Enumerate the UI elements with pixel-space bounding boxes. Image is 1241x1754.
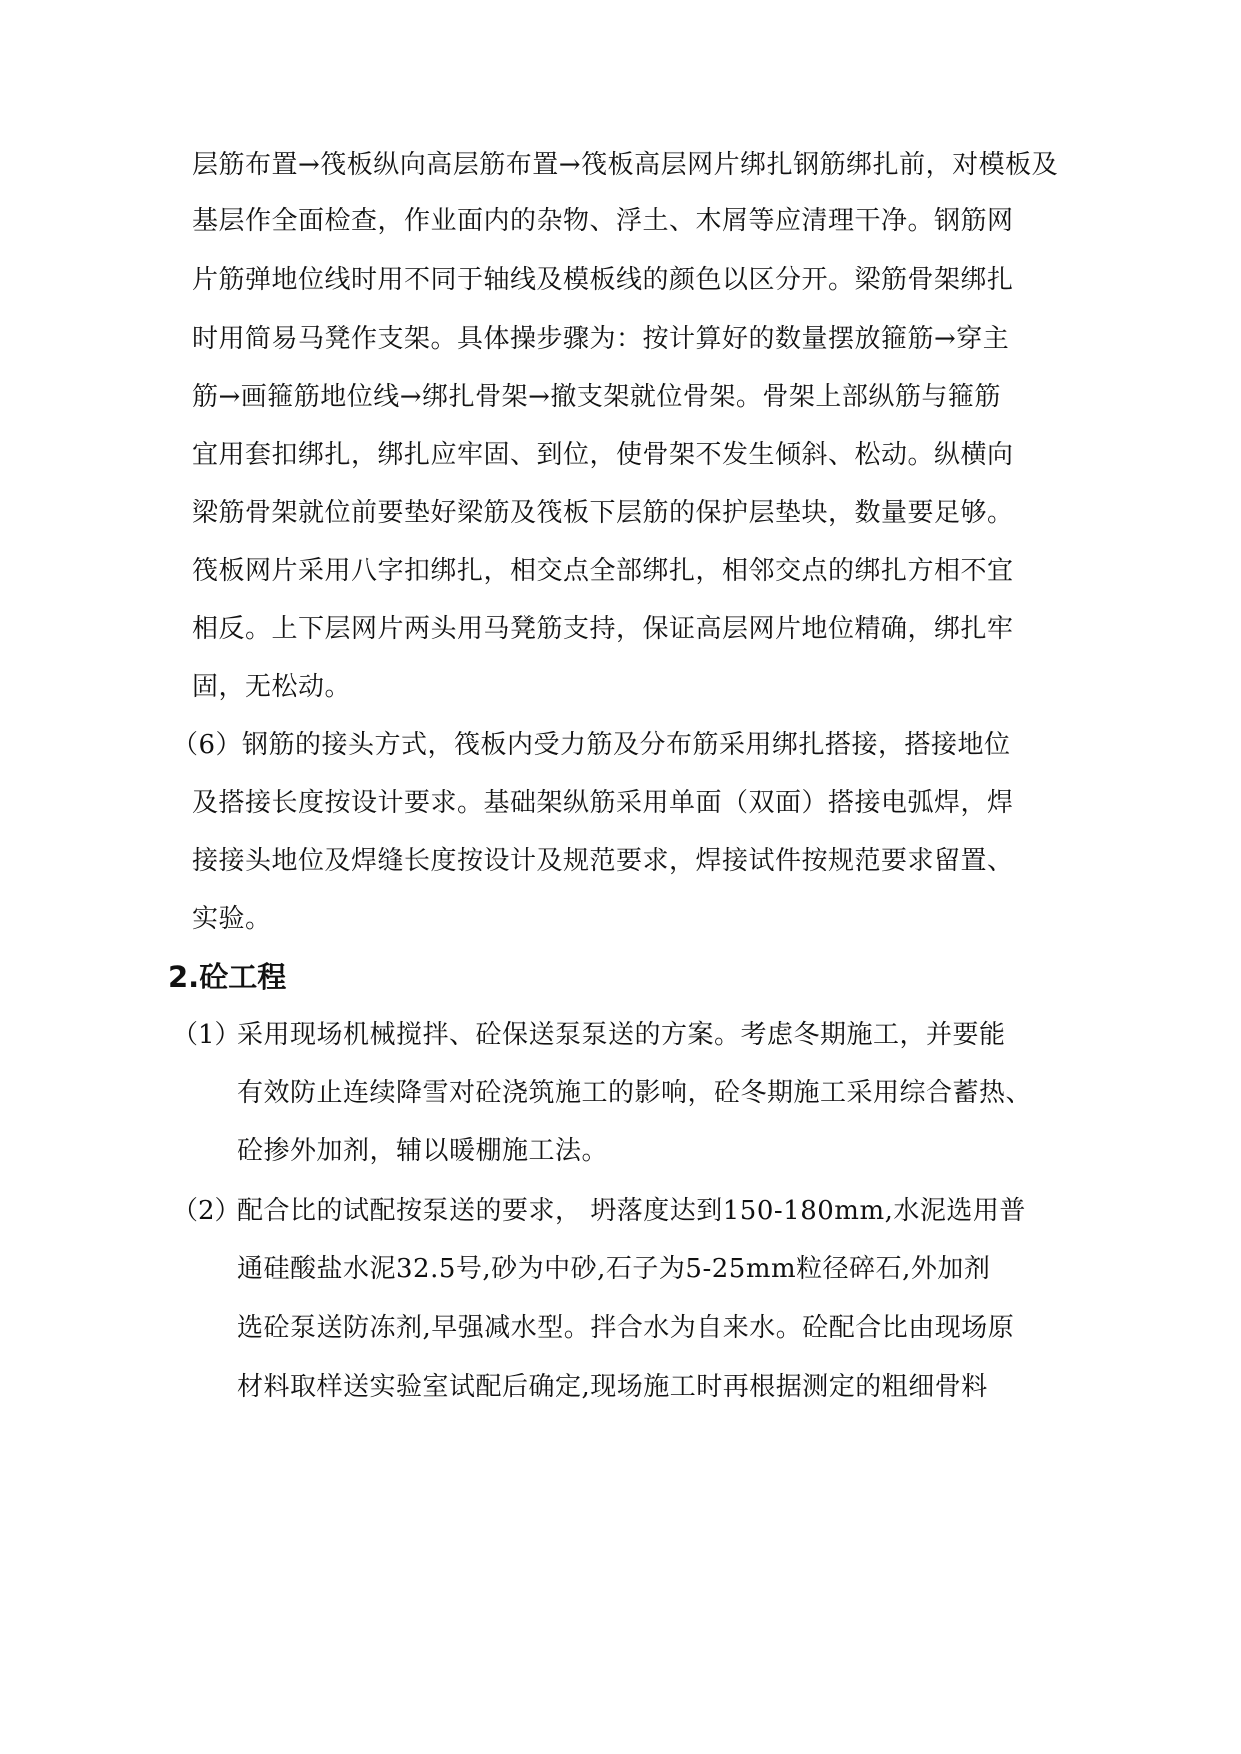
list-item-line: 材料取样送实验室试配后确定,现场施工时再根据测定的粗细骨料 [237, 1372, 988, 1402]
list-item-line: 采用现场机械搅拌、砼保送泵泵送的方案。考虑冬期施工，并要能 [237, 1020, 1006, 1050]
paragraph-line: 层筋布置→筏板纵向高层筋布置→筏板高层网片绑扎钢筋绑扎前，对模板及 [192, 150, 1059, 180]
paragraph-line: 固，无松动。 [192, 672, 352, 702]
section-heading: 2.砼工程 [168, 960, 287, 994]
list-item-line: 通硅酸盐水泥32.5号,砂为中砂,石子为5-25mm粒径碎石,外加剂 [237, 1254, 991, 1284]
paragraph-line: 筋→画箍筋地位线→绑扎骨架→撤支架就位骨架。骨架上部纵筋与箍筋 [192, 382, 1001, 412]
paragraph-line: 时用简易马凳作支架。具体操步骤为：按计算好的数量摆放箍筋→穿主 [192, 324, 1010, 354]
list-item-line: 选砼泵送防冻剂,早强减水型。拌合水为自来水。砼配合比由现场原 [237, 1313, 1015, 1343]
list-item-number: （1） [172, 1020, 241, 1050]
paragraph-line: 片筋弹地位线时用不同于轴线及模板线的颜色以区分开。梁筋骨架绑扎 [192, 265, 1014, 295]
list-item-6-line: 实验。 [192, 904, 272, 934]
list-item-line: 砼掺外加剂，辅以暖棚施工法。 [237, 1136, 609, 1166]
paragraph-line: 相反。上下层网片两头用马凳筋支持，保证高层网片地位精确，绑扎牢 [192, 614, 1014, 644]
paragraph-line: 筏板网片采用八字扣绑扎，相交点全部绑扎，相邻交点的绑扎方相不宜 [192, 556, 1014, 586]
list-item-line: 有效防止连续降雪对砼浇筑施工的影响，砼冬期施工采用综合蓄热、 [237, 1078, 1033, 1108]
paragraph-line: 宜用套扣绑扎，绑扎应牢固、到位，使骨架不发生倾斜、松动。纵横向 [192, 440, 1014, 470]
paragraph-line: 梁筋骨架就位前要垫好梁筋及筏板下层筋的保护层垫块，数量要足够。 [192, 498, 1014, 528]
list-item-6-line: （6）钢筋的接头方式，筏板内受力筋及分布筋采用绑扎搭接，搭接地位 [172, 730, 1011, 760]
list-item-6-line: 接接头地位及焊缝长度按设计及规范要求，焊接试件按规范要求留置、 [192, 846, 1014, 876]
list-item-6-line: 及搭接长度按设计要求。基础架纵筋采用单面（双面）搭接电弧焊，焊 [192, 788, 1014, 818]
list-item-line: 配合比的试配按泵送的要求， 坍落度达到150-180mm,水泥选用普 [237, 1196, 1026, 1226]
paragraph-line: 基层作全面检查，作业面内的杂物、浮土、木屑等应清理干净。钢筋网 [192, 206, 1014, 236]
list-item-number: （2） [172, 1196, 241, 1226]
